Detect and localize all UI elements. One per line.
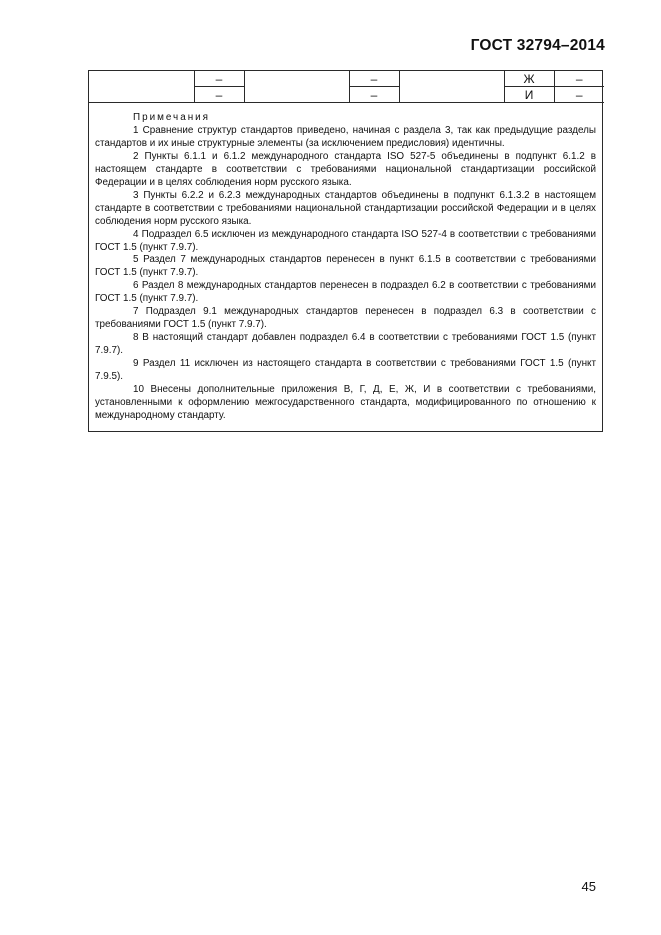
note-item: 10 Внесены дополнительные приложения В, Г, Д, Е, Ж, И в соответствии с требованиями, установленными к оформлению межгосударственного стандарта, модифицированного по отношению к международному стандарту.: [95, 384, 596, 421]
notes-title: Примечания: [133, 112, 211, 123]
note-item: 9 Раздел 11 исключен из настоящего стандарта в соответствии с требованиями ГОСТ 1.5 (пункт 7.9.5).: [95, 358, 596, 383]
table-cell: Ж: [504, 71, 554, 87]
table-cell: –: [349, 87, 399, 103]
comparison-table-fragment: [88, 70, 603, 432]
structure-table: [89, 71, 604, 103]
note-item: 3 Пункты 6.2.2 и 6.2.3 международных стандартов объединены в подпункт 6.1.3.2 в настоящем стандарте в соответствии с требованиями национальной стандартизации российской Федерации и в целях соблюдения норм русского языка.: [95, 189, 596, 227]
note-item: 5 Раздел 7 международных стандартов перенесен в пункт 6.1.5 в соответствии с требованиями ГОСТ 1.5 (пункт 7.9.7).: [95, 254, 596, 279]
table-cell: –: [554, 71, 604, 87]
note-item: 8 В настоящий стандарт добавлен подраздел 6.4 в соответствии с требованиями ГОСТ 1.5 (пункт 7.9.7).: [95, 332, 596, 357]
note-item: 4 Подраздел 6.5 исключен из международного стандарта ISO 527-4 в соответствии с требованиями ГОСТ 1.5 (пункт 7.9.7).: [95, 228, 596, 253]
table-cell: [244, 71, 349, 103]
note-item: 1 Сравнение структур стандартов приведено, начиная с раздела 3, так как предыдущие разделы стандартов и их иные структурные элементы (за исключением предисловия) идентичны.: [95, 124, 596, 149]
document-code: ГОСТ 32794–2014: [470, 37, 605, 54]
table-cell: –: [554, 87, 604, 103]
page-number: 45: [581, 879, 596, 894]
note-item: 6 Раздел 8 международных стандартов перенесен в подраздел 6.2 в соответствии с требованиями ГОСТ 1.5 (пункт 7.9.7).: [95, 280, 596, 305]
table-cell: [399, 71, 504, 103]
note-item: 7 Подраздел 9.1 международных стандартов перенесен в подраздел 6.3 в соответствии с требованиями ГОСТ 1.5 (пункт 7.9.7).: [95, 306, 596, 331]
table-row: [89, 71, 604, 87]
table-cell: –: [349, 71, 399, 87]
table-cell: [89, 71, 194, 103]
table-cell: –: [194, 71, 244, 87]
table-cell: И: [504, 87, 554, 103]
notes-block: [95, 112, 596, 423]
table-cell: –: [194, 87, 244, 103]
note-item: 2 Пункты 6.1.1 и 6.1.2 международного стандарта ISO 527-5 объединены в подпункт 6.1.2 в настоящем стандарте в соответствии с требованиями национальной стандартизации российской Федерации и в целях соблюдения норм русского языка.: [95, 150, 596, 188]
